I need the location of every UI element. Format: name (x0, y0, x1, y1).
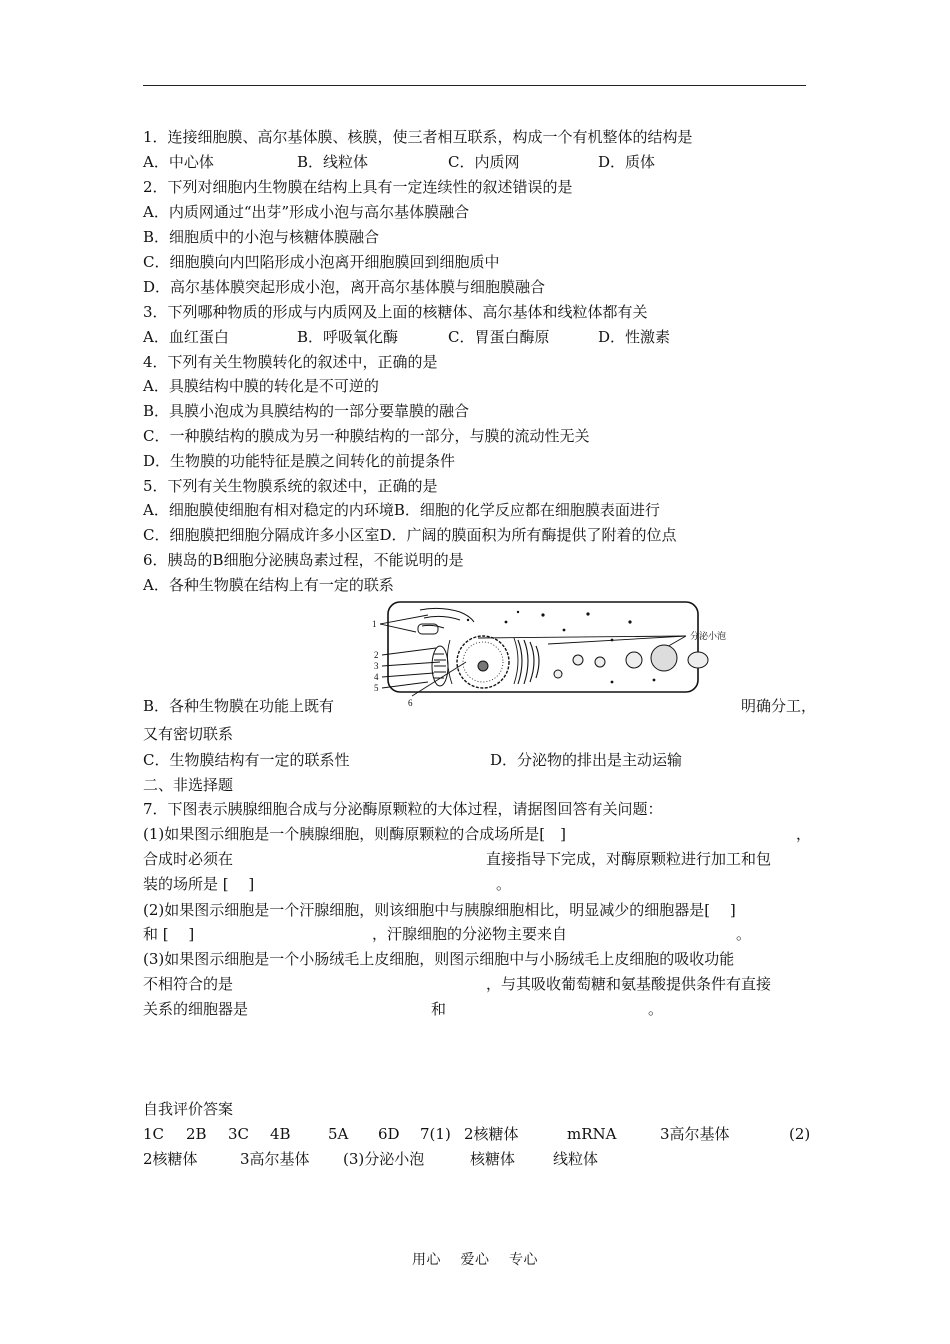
q6-stem: 6．胰岛的B细胞分泌胰岛素过程，不能说明的是 (143, 551, 464, 569)
label-2: 2 (374, 650, 379, 660)
answer-5: 5A (328, 1125, 349, 1143)
answer-6: 6D (378, 1125, 400, 1143)
answer-7-1-label: 7(1) (420, 1125, 451, 1143)
answer-4: 4B (270, 1125, 291, 1143)
q6-option-d: D．分泌物的排出是主动运输 (490, 751, 683, 769)
q7-stem: 7．下图表示胰腺细胞合成与分泌酶原颗粒的大体过程，请据图回答有关问题： (143, 800, 663, 818)
q7-part1-line2-left: 合成时必须在 (143, 850, 234, 868)
q7-part1-line3-left: 装的场所是 [ ] (143, 875, 255, 893)
q5-options-cd: C．细胞膜把细胞分隔成许多小区室D．广阔的膜面积为所有酶提供了附着的位点 (143, 526, 677, 544)
q1-option-d: D．质体 (598, 153, 656, 171)
q6-option-b-left: B．各种生物膜在功能上既有 (143, 697, 335, 715)
answer-1: 1C (143, 1125, 165, 1143)
q4-option-a: A．具膜结构中膜的转化是不可逆的 (143, 377, 379, 395)
q4-stem: 4．下列有关生物膜转化的叙述中，正确的是 (143, 353, 438, 371)
cell-diagram (368, 600, 735, 710)
answer-2: 2B (186, 1125, 207, 1143)
q6-option-c: C．生物膜结构有一定的联系性 (143, 751, 350, 769)
q3-option-b: B．呼吸氧化酶 (297, 328, 399, 346)
answer-7-3-b: 核糖体 (470, 1150, 516, 1168)
q4-option-c: C．一种膜结构的膜成为另一种膜结构的一部分，与膜的流动性无关 (143, 427, 590, 445)
q3-stem: 3．下列哪种物质的形成与内质网及上面的核糖体、高尔基体和线粒体都有关 (143, 303, 648, 321)
q7-part3-line2-left: 不相符合的是 (143, 975, 234, 993)
mitochondria (432, 646, 448, 686)
q7-part2-line1: (2)如果图示细胞是一个汗腺细胞，则该细胞中与胰腺细胞相比，明显减少的细胞器是[ ] (143, 901, 736, 919)
label-4: 4 (374, 672, 379, 682)
answer-7-1-c: 3高尔基体 (660, 1125, 730, 1143)
q7-part1-line1: (1)如果图示细胞是一个胰腺细胞，则酶原颗粒的合成场所是[ ] (143, 825, 566, 843)
answer-7-1-b: mRNA (567, 1125, 617, 1143)
answer-7-2-b: 3高尔基体 (240, 1150, 310, 1168)
q3-option-c: C．胃蛋白酶原 (448, 328, 550, 346)
label-6: 6 (408, 698, 413, 708)
label-secretory-vesicle: 分泌小泡 (690, 632, 727, 642)
q6-option-a: A．各种生物膜在结构上有一定的联系 (143, 576, 394, 594)
q1-option-c: C．内质网 (448, 153, 520, 171)
q7-part2-line2-end: 。 (736, 925, 752, 943)
golgi-apparatus (518, 640, 539, 684)
page-footer: 用心 爱心 专心 (412, 1252, 538, 1268)
q6-option-b-right: 明确分工， (741, 697, 817, 715)
q2-option-a: A．内质网通过“出芽”形成小泡与高尔基体膜融合 (143, 203, 470, 221)
label-3: 3 (374, 661, 379, 671)
q5-options-ab: A．细胞膜使细胞有相对稳定的内环境B．细胞的化学反应都在细胞膜表面进行 (143, 501, 660, 519)
q2-option-b: B．细胞质中的小泡与核糖体膜融合 (143, 228, 380, 246)
label-1: 1 (372, 619, 377, 629)
q6-option-b-continued: 又有密切联系 (143, 725, 234, 743)
section-heading: 二、非选择题 (143, 776, 234, 794)
q3-option-d: D．性激素 (598, 328, 671, 346)
endoplasmic-reticulum (418, 608, 474, 634)
q7-part3-line3-end: 。 (648, 1000, 664, 1018)
q4-option-d: D．生物膜的功能特征是膜之间转化的前提条件 (143, 452, 456, 470)
answer-7-2-a: 2核糖体 (143, 1150, 198, 1168)
answer-3: 3C (228, 1125, 250, 1143)
q7-part1-line2-right: 直接指导下完成，对酶原颗粒进行加工和包 (486, 850, 772, 868)
q1-option-b: B．线粒体 (297, 153, 369, 171)
header-rule (143, 85, 806, 86)
q1-stem: 1．连接细胞膜、高尔基体膜、核膜，使三者相互联系，构成一个有机整体的结构是 (143, 128, 693, 146)
secretory-vesicles (554, 645, 708, 678)
nucleus (457, 636, 509, 688)
q7-part1-line1-end: ， (796, 825, 812, 843)
q2-stem: 2．下列对细胞内生物膜在结构上具有一定连续性的叙述错误的是 (143, 178, 573, 196)
q7-part3-line1: (3)如果图示细胞是一个小肠绒毛上皮细胞，则图示细胞中与小肠绒毛上皮细胞的吸收功能 (143, 950, 735, 968)
answer-7-1-a: 2核糖体 (464, 1125, 519, 1143)
q2-option-c: C．细胞膜向内凹陷形成小泡离开细胞膜回到细胞质中 (143, 253, 500, 271)
q5-stem: 5．下列有关生物膜系统的叙述中，正确的是 (143, 477, 438, 495)
q2-option-d: D．高尔基体膜突起形成小泡，离开高尔基体膜与细胞膜融合 (143, 278, 546, 296)
q7-part1-line3-end: 。 (496, 875, 512, 893)
q7-part3-line3-left: 关系的细胞器是 (143, 1000, 249, 1018)
q7-part2-line2-left: 和 [ ] (143, 925, 195, 943)
answer-7-3-c: 线粒体 (553, 1150, 599, 1168)
q7-part3-line3-mid: 和 (431, 1000, 447, 1018)
answer-7-3-a: (3)分泌小泡 (343, 1150, 425, 1168)
q7-part3-line2-right: ，与其吸收葡萄糖和氨基酸提供条件有直接 (486, 975, 772, 993)
q3-option-a: A．血红蛋白 (143, 328, 229, 346)
label-5: 5 (374, 683, 379, 693)
q7-part2-line2-right: ，汗腺细胞的分泌物主要来自 (372, 925, 568, 943)
answers-title: 自我评价答案 (143, 1100, 234, 1118)
q1-option-a: A．中心体 (143, 153, 214, 171)
q4-option-b: B．具膜小泡成为具膜结构的一部分要靠膜的融合 (143, 402, 470, 420)
answer-7-2-label: (2) (789, 1125, 811, 1143)
